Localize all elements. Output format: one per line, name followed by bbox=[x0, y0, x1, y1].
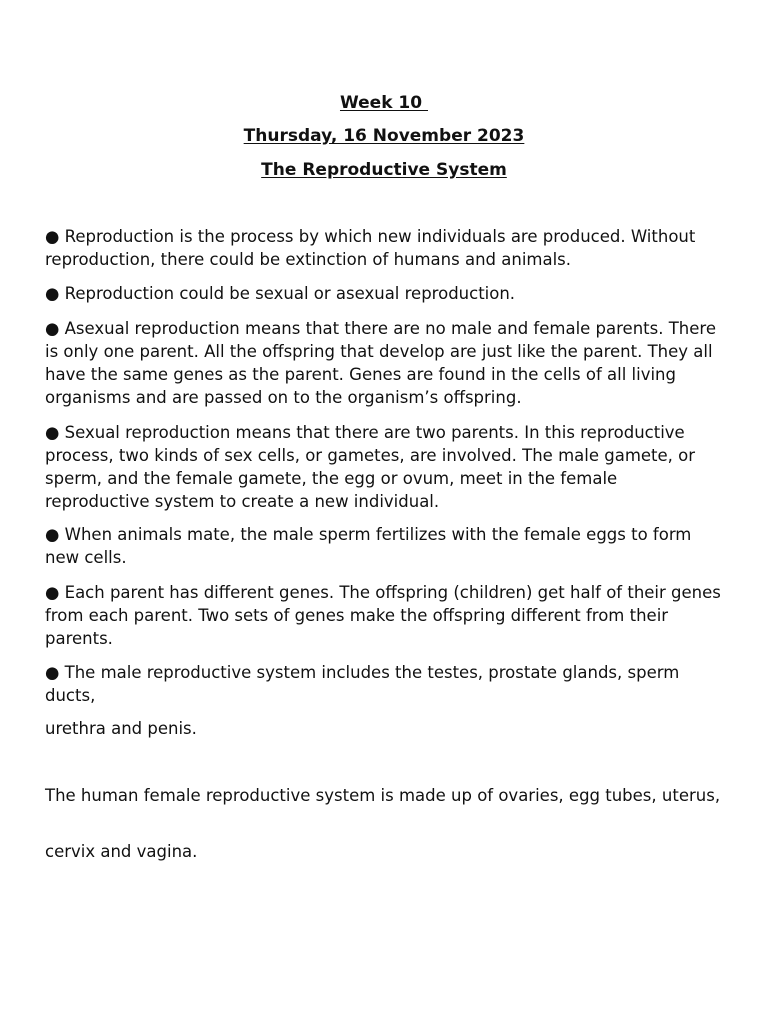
paragraph-male-system: ● The male reproductive system includes the testes, prostate glands, sperm ducts, bbox=[45, 663, 680, 705]
week-heading: Week 10 bbox=[339, 93, 428, 113]
paragraph-reproduction-types: ● Reproduction could be sexual or asexual reproduction. bbox=[45, 284, 516, 303]
paragraph-sexual-reproduction: ● Sexual reproduction means that there are two parents. In this reproductive process, two kinds of sex cells, or gametes, are involved. The male gamete, or sperm, and the female gamete, the egg or ovum, meet in the female reproductive system to create a new individual. bbox=[45, 423, 696, 511]
paragraph-male-system-continued: urethra and penis. bbox=[45, 719, 197, 738]
paragraph-reproduction-definition: ● Reproduction is the process by which new individuals are produced. Without reproduction, there could be extinction of humans and animals. bbox=[45, 227, 696, 269]
paragraph-animal-mating: ● When animals mate, the male sperm fertilizes with the female eggs to form new cells. bbox=[45, 525, 692, 567]
page-title: The Reproductive System bbox=[261, 160, 507, 180]
paragraph-female-system: The human female reproductive system is made up of ovaries, egg tubes, uterus, bbox=[45, 786, 721, 805]
date-heading: Thursday, 16 November 2023 bbox=[243, 126, 525, 146]
paragraph-genes: ● Each parent has different genes. The offspring (children) get half of their genes from each parent. Two sets of genes make the offspring different from their parents. bbox=[45, 583, 721, 648]
paragraph-asexual-reproduction: ● Asexual reproduction means that there are no male and female parents. There is only one parent. All the offspring that develop are just like the parent. They all have the same genes as the parent. Genes are found in the cells of all living organisms and are passed on to the organism’s offspring. bbox=[45, 319, 716, 407]
paragraph-female-system-continued: cervix and vagina. bbox=[45, 842, 198, 861]
